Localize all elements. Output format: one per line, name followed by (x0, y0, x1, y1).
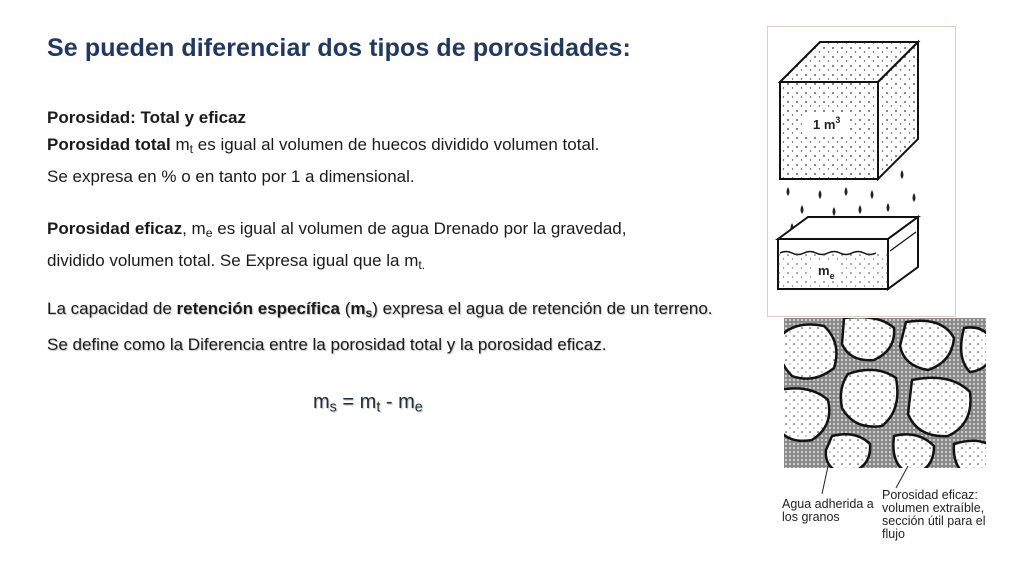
eficaz-def-line1: es igual al volumen de agua Drenado por la gravedad, (212, 219, 627, 238)
caption-porosidad-eficaz: Porosidad eficaz: volumen extraíble, sección útil para el flujo (882, 488, 986, 541)
eficaz-def-line2: dividido volumen total. Se Expresa igual que la m (47, 251, 419, 271)
formula: $m_s = m_t - m_e$ (313, 391, 423, 416)
caption-agua-adherida: Agua adherida a los granos (782, 497, 874, 524)
cube-drainage-figure (767, 26, 956, 317)
tray-label: $m_e$ (818, 263, 835, 281)
page-title: Se pueden diferenciar dos tipos de porosidades: (47, 34, 631, 62)
mt-symbol: $m_t$ (175, 135, 194, 157)
me-symbol: , $m_e$ (182, 219, 213, 241)
total-def-line2: Se expresa en % o en tanto por 1 a dimensional. (47, 167, 415, 187)
retencion-term: retención específica (176, 299, 340, 318)
porosidad-total-term: Porosidad total (47, 135, 171, 154)
subtitle: Porosidad: Total y eficaz (47, 108, 247, 127)
porosidad-eficaz-term: Porosidad eficaz (47, 219, 183, 238)
cube-label: 1 $m^3$ (813, 115, 841, 132)
porosidad-total-paragraph (47, 131, 727, 190)
grains-figure (784, 318, 986, 468)
mt-subscript: t. (418, 258, 426, 273)
porosidad-eficaz-paragraph (47, 215, 727, 279)
ms-symbol: $m_s$ (350, 299, 373, 321)
retencion-paragraph: La capacidad de retención específica $(m_s)$ expresa el agua de retención de un terreno. Se define como la Diferencia entre la porosidad total y la porosidad eficaz. (47, 299, 713, 355)
total-def-line1: es igual al volumen de huecos dividido volumen total. (193, 135, 600, 154)
